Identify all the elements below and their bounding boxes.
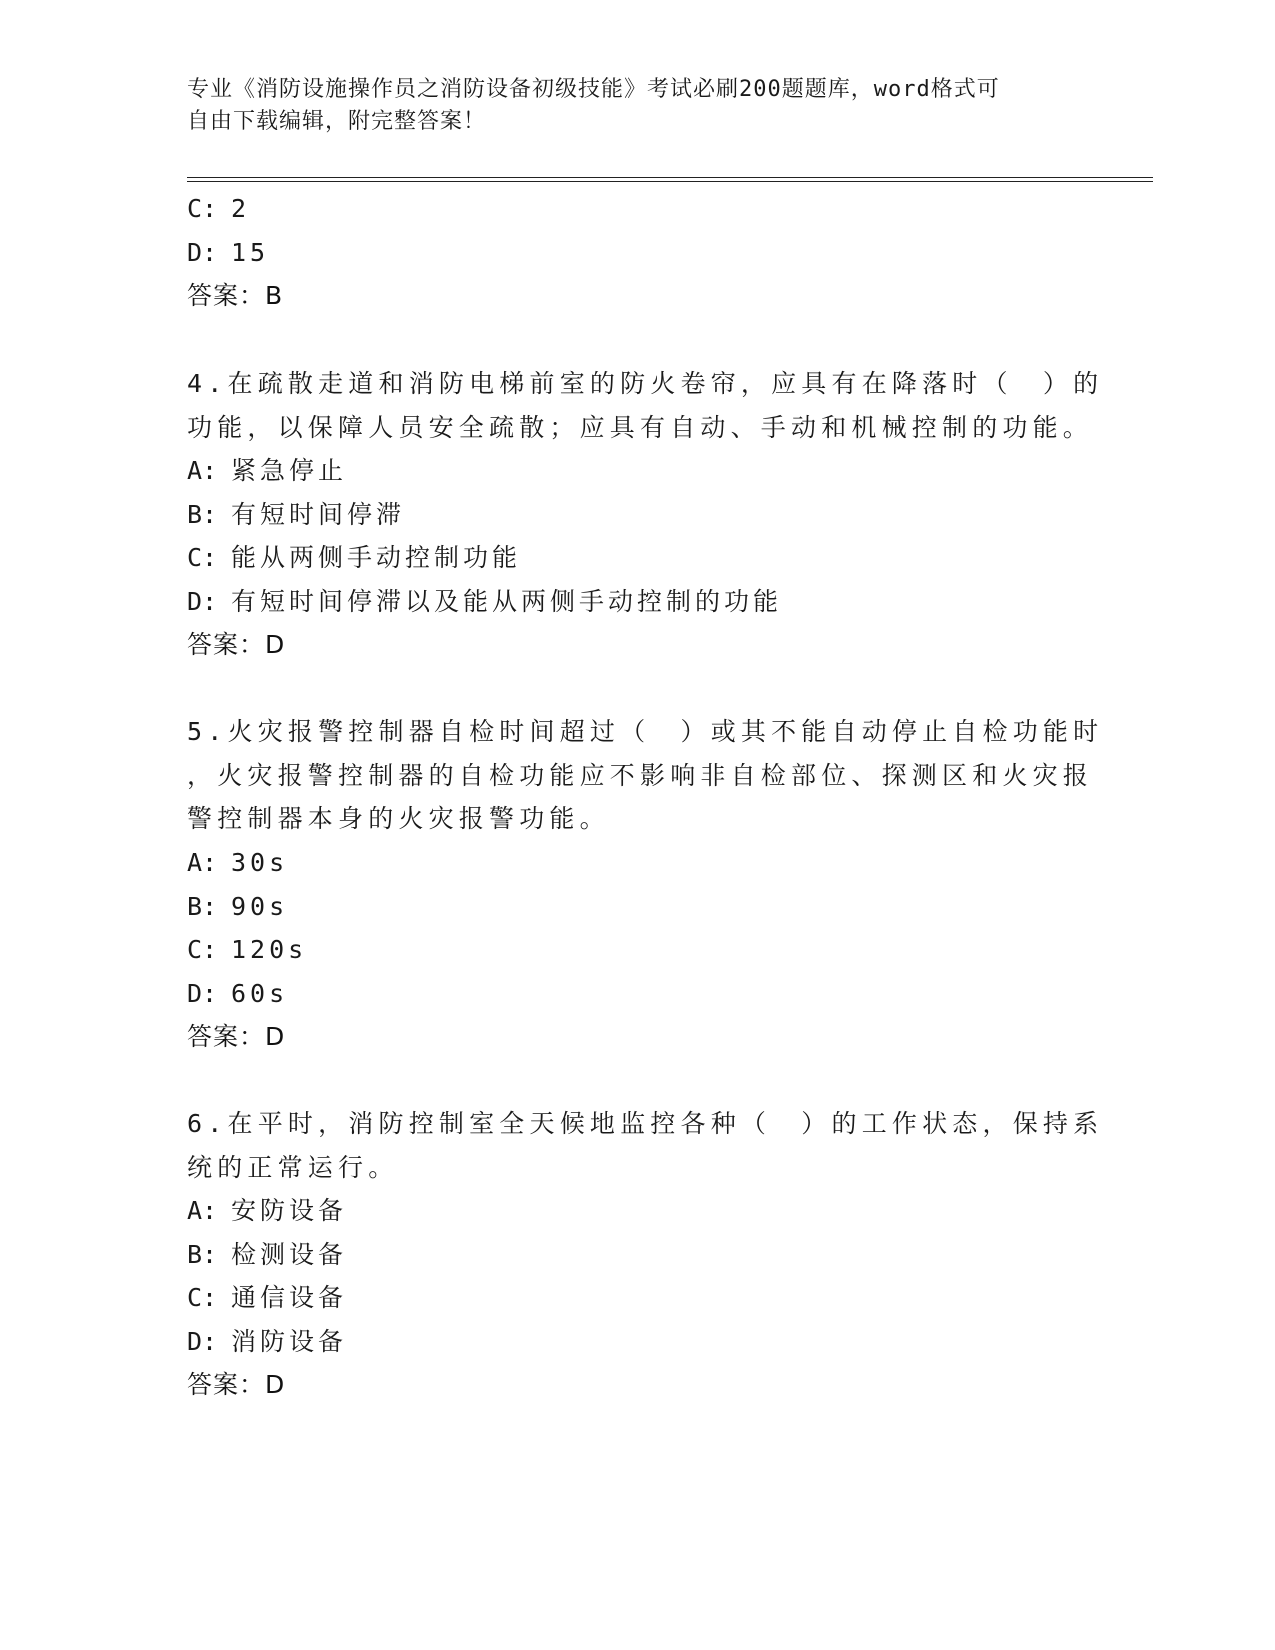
question-6-line-2: 统的正常运行。 (187, 1153, 399, 1182)
page-header (187, 74, 1067, 138)
answer-line: 答案：B (187, 281, 284, 310)
option-text: 紧急停止 (231, 456, 348, 485)
header-line-1: 专业《消防设施操作员之消防设备初级技能》考试必刷200题题库，word格式可 (187, 77, 1000, 102)
option-text: 安防设备 (231, 1196, 348, 1225)
option-line (187, 587, 782, 617)
answer-line: 答案：D (187, 1022, 286, 1051)
header-divider-bottom (187, 181, 1153, 182)
option-text: 能从两侧手动控制功能 (231, 543, 522, 572)
option-line (187, 238, 269, 268)
option-letter: A: (187, 456, 218, 485)
header-divider-top (187, 177, 1153, 178)
option-line (187, 892, 288, 922)
option-text: 有短时间停滞以及能从两侧手动控制的功能 (231, 587, 783, 616)
option-letter: D: (187, 587, 218, 616)
option-text: 60s (231, 979, 289, 1008)
option-line (187, 979, 288, 1009)
question-5-line-1: 5.火灾报警控制器自检时间超过（ ）或其不能自动停止自检功能时 (187, 717, 1104, 746)
option-line (187, 456, 347, 486)
option-text: 30s (231, 848, 289, 877)
option-line (187, 1283, 347, 1313)
question-6-line-1: 6.在平时，消防控制室全天候地监控各种（ ）的工作状态，保持系 (187, 1109, 1104, 1138)
option-line (187, 848, 288, 878)
option-text: 15 (231, 238, 270, 267)
question-5-line-2: ，火灾报警控制器的自检功能应不影响非自检部位、探测区和火灾报 (187, 761, 1094, 790)
option-text: 通信设备 (231, 1283, 348, 1312)
option-text: 2 (231, 194, 251, 223)
option-letter: C: (187, 935, 218, 964)
answer-line: 答案：D (187, 630, 286, 659)
question-5-line-3: 警控制器本身的火灾报警功能。 (187, 804, 610, 833)
option-letter: C: (187, 194, 218, 223)
option-letter: D: (187, 238, 218, 267)
option-text: 消防设备 (231, 1327, 348, 1356)
option-letter: B: (187, 500, 218, 529)
header-line-2: 自由下载编辑，附完整答案！ (187, 109, 487, 134)
option-text: 检测设备 (231, 1240, 348, 1269)
option-text: 120s (231, 935, 308, 964)
option-letter: A: (187, 1196, 218, 1225)
option-line (187, 1327, 347, 1357)
option-line (187, 1196, 347, 1226)
option-letter: C: (187, 1283, 218, 1312)
question-4-line-1: 4.在疏散走道和消防电梯前室的防火卷帘，应具有在降落时（ ）的 (187, 369, 1104, 398)
option-line (187, 194, 250, 224)
option-text: 90s (231, 892, 289, 921)
option-text: 有短时间停滞 (231, 500, 406, 529)
answer-line: 答案：D (187, 1370, 286, 1399)
option-letter: B: (187, 892, 218, 921)
option-line (187, 935, 307, 965)
option-letter: B: (187, 1240, 218, 1269)
option-line (187, 500, 405, 530)
option-line (187, 1240, 347, 1270)
option-letter: C: (187, 543, 218, 572)
option-letter: D: (187, 979, 218, 1008)
option-letter: A: (187, 848, 218, 877)
question-4-line-2: 功能，以保障人员安全疏散；应具有自动、手动和机械控制的功能。 (187, 413, 1094, 442)
option-letter: D: (187, 1327, 218, 1356)
option-line (187, 543, 521, 573)
